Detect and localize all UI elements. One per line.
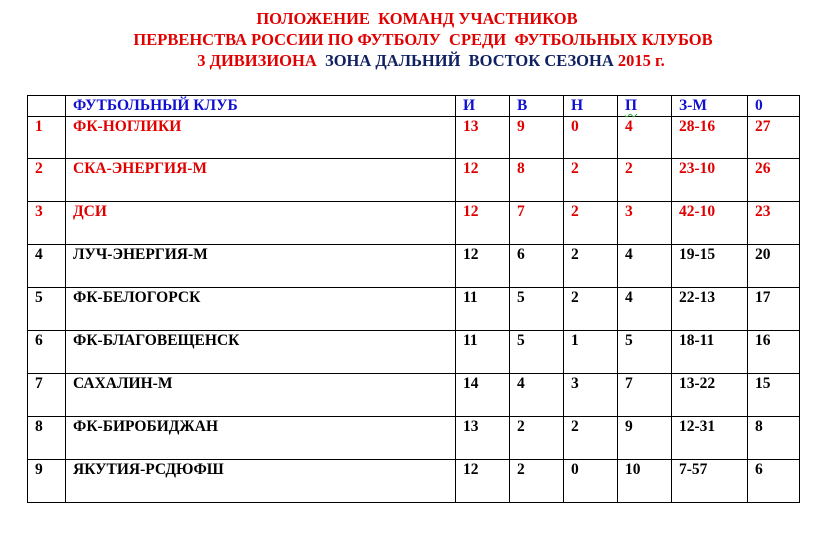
- table-header-row: [28, 96, 800, 117]
- cell-points: 26: [748, 159, 800, 202]
- header-wins: В: [510, 96, 564, 117]
- cell-losses: 4: [618, 245, 672, 288]
- table-row: [28, 288, 800, 331]
- cell-club: ФК-БИРОБИДЖАН: [66, 417, 456, 460]
- cell-wins: 4: [510, 374, 564, 417]
- division-text: 3 ДИВИЗИОНА: [197, 51, 326, 70]
- cell-goals: 23-10: [672, 159, 748, 202]
- cell-rank: 1: [28, 117, 66, 159]
- table-row: [28, 331, 800, 374]
- table-row: [28, 417, 800, 460]
- cell-played: 11: [456, 331, 510, 374]
- cell-draws: 2: [564, 417, 618, 460]
- cell-club: ФК-НОГЛИКИ: [66, 117, 456, 159]
- cell-rank: 3: [28, 202, 66, 245]
- table-row: [28, 159, 800, 202]
- cell-rank: 8: [28, 417, 66, 460]
- cell-rank: 2: [28, 159, 66, 202]
- cell-played: 11: [456, 288, 510, 331]
- cell-losses: 7: [618, 374, 672, 417]
- header-draws: Н: [564, 96, 618, 117]
- cell-wins: 5: [510, 331, 564, 374]
- cell-goals: 42-10: [672, 202, 748, 245]
- cell-club: ФК-БЛАГОВЕЩЕНСК: [66, 331, 456, 374]
- cell-losses: 4: [618, 117, 672, 159]
- cell-draws: 2: [564, 245, 618, 288]
- cell-points: 16: [748, 331, 800, 374]
- cell-rank: 6: [28, 331, 66, 374]
- cell-played: 13: [456, 117, 510, 159]
- cell-losses: 3: [618, 202, 672, 245]
- title-line-2: ПЕРВЕНСТВА РОССИИ ПО ФУТБОЛУ СРЕДИ ФУТБОЛЬНЫХ КЛУБОВ: [133, 30, 713, 49]
- cell-draws: 2: [564, 288, 618, 331]
- cell-goals: 28-16: [672, 117, 748, 159]
- cell-draws: 1: [564, 331, 618, 374]
- cell-draws: 3: [564, 374, 618, 417]
- cell-club: ДСИ: [66, 202, 456, 245]
- cell-goals: 13-22: [672, 374, 748, 417]
- cell-played: 12: [456, 159, 510, 202]
- cell-rank: 9: [28, 460, 66, 503]
- header-rank: [28, 96, 66, 117]
- cell-losses: 5: [618, 331, 672, 374]
- cell-played: 12: [456, 202, 510, 245]
- cell-draws: 0: [564, 117, 618, 159]
- title-line-3: [14, 51, 834, 71]
- cell-played: 12: [456, 245, 510, 288]
- cell-goals: 12-31: [672, 417, 748, 460]
- zone-text: ЗОНА ДАЛЬНИЙ ВОСТОК СЕЗОНА: [325, 51, 618, 70]
- cell-losses: 9: [618, 417, 672, 460]
- cell-wins: 2: [510, 417, 564, 460]
- cell-wins: 9: [510, 117, 564, 159]
- cell-wins: 6: [510, 245, 564, 288]
- cell-club: ЯКУТИЯ-РСДЮФШ: [66, 460, 456, 503]
- cell-wins: 5: [510, 288, 564, 331]
- cell-goals: 18-11: [672, 331, 748, 374]
- cell-points: 23: [748, 202, 800, 245]
- header-goals: З-М: [672, 96, 748, 117]
- cell-goals: 7-57: [672, 460, 748, 503]
- cell-club: ЛУЧ-ЭНЕРГИЯ-М: [66, 245, 456, 288]
- cell-losses: 4: [618, 288, 672, 331]
- standings-table: [27, 95, 800, 503]
- cell-points: 17: [748, 288, 800, 331]
- cell-goals: 19-15: [672, 245, 748, 288]
- cell-points: 8: [748, 417, 800, 460]
- table-row: [28, 245, 800, 288]
- cell-rank: 4: [28, 245, 66, 288]
- cell-goals: 22-13: [672, 288, 748, 331]
- cell-points: 15: [748, 374, 800, 417]
- title-line-1: ПОЛОЖЕНИЕ КОМАНД УЧАСТНИКОВ: [256, 9, 578, 28]
- cell-club: СКА-ЭНЕРГИЯ-М: [66, 159, 456, 202]
- cell-played: 14: [456, 374, 510, 417]
- table-row: [28, 202, 800, 245]
- cell-rank: 5: [28, 288, 66, 331]
- cell-losses: 10: [618, 460, 672, 503]
- cell-played: 13: [456, 417, 510, 460]
- header-losses: П: [618, 96, 672, 117]
- table-row: [28, 460, 800, 503]
- cell-rank: 7: [28, 374, 66, 417]
- cell-played: 12: [456, 460, 510, 503]
- cell-draws: 2: [564, 159, 618, 202]
- cell-draws: 0: [564, 460, 618, 503]
- cell-wins: 7: [510, 202, 564, 245]
- cell-wins: 8: [510, 159, 564, 202]
- table-row: [28, 117, 800, 159]
- cell-losses: 2: [618, 159, 672, 202]
- header-points: 0: [748, 96, 800, 117]
- cell-wins: 2: [510, 460, 564, 503]
- cell-points: 20: [748, 245, 800, 288]
- table-row: [28, 374, 800, 417]
- cell-club: САХАЛИН-М: [66, 374, 456, 417]
- cell-points: 27: [748, 117, 800, 159]
- cell-club: ФК-БЕЛОГОРСК: [66, 288, 456, 331]
- cell-draws: 2: [564, 202, 618, 245]
- season-text: 2015 г.: [617, 51, 665, 70]
- header-club: ФУТБОЛЬНЫЙ КЛУБ: [66, 96, 456, 117]
- cell-points: 6: [748, 460, 800, 503]
- header-played: И: [456, 96, 510, 117]
